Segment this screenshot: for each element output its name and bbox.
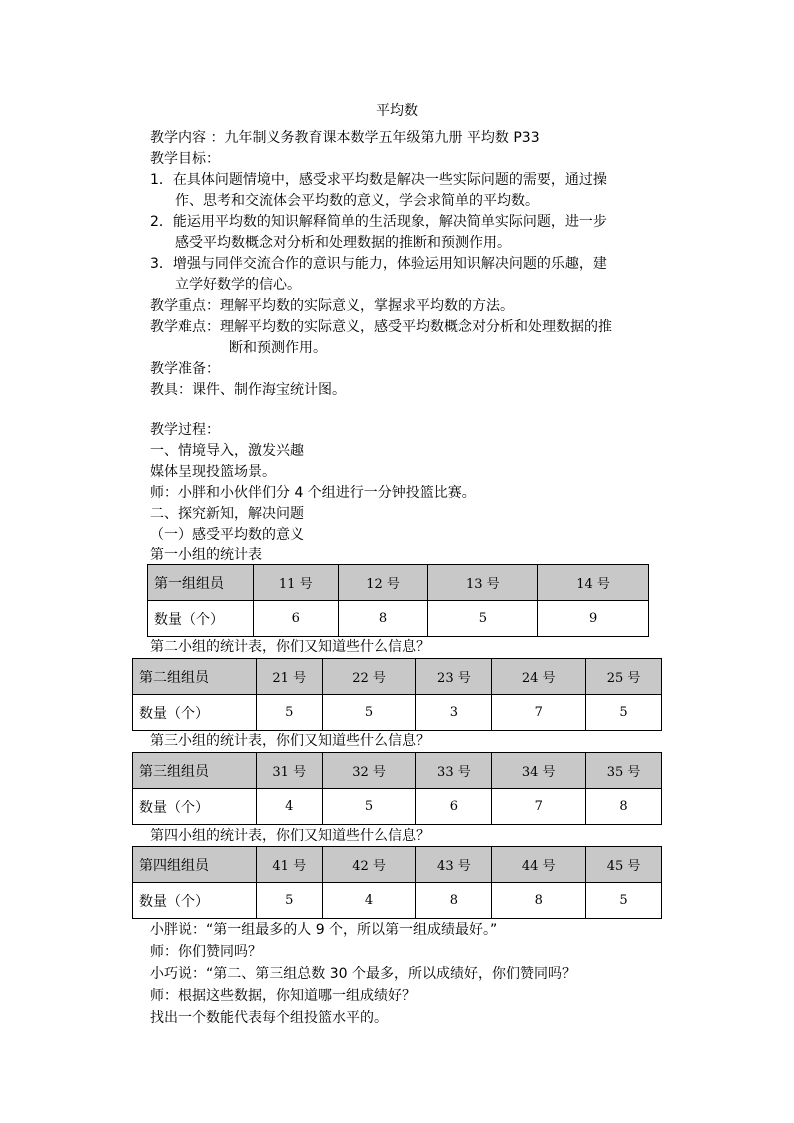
table-cell: 7: [492, 789, 586, 825]
table-header-row: [133, 847, 662, 883]
difficulty-line-1: 教学难点：理解平均数的实际意义，感受平均数概念对分析和处理数据的推: [150, 319, 612, 335]
goal-2-line-2: 感受平均数概念对分析和处理数据的推断和预测作用。: [175, 235, 511, 251]
teaching-content: 教学内容 ：九年制义务教育课本数学五年级第九册 平均数 P33: [150, 130, 540, 146]
teacher-question-1: 师：你们赞同吗？: [150, 944, 262, 960]
table-cell: 5: [256, 883, 322, 919]
goal-1-line-2: 作、思考和交流体会平均数的意义，学会求简单的平均数。: [175, 193, 539, 209]
table-header-cell: 22 号: [322, 659, 416, 695]
table-cell: 4: [256, 789, 322, 825]
table-cell: 8: [338, 601, 428, 637]
process-heading: 教学过程：: [150, 422, 220, 438]
find-representative-number: 找出一个数能代表每个组投篮水平的。: [150, 1010, 388, 1026]
table-header-row: [133, 659, 662, 695]
table-header-cell: 45 号: [586, 847, 662, 883]
group-2-table: [132, 658, 662, 731]
table-cell: 9: [538, 601, 649, 637]
xiaopang-quote: 小胖说：“第一组最多的人 9 个，所以第一组成绩最好。”: [150, 922, 498, 938]
table-cell: 8: [492, 883, 586, 919]
table-header-cell: 25 号: [586, 659, 662, 695]
table-cell: 数量（个）: [133, 695, 257, 731]
table-cell: 8: [416, 883, 492, 919]
table-header-cell: 35 号: [586, 753, 662, 789]
section-2-heading: 二、探究新知，解决问题: [150, 506, 304, 522]
table-header-cell: 第一组组员: [148, 565, 254, 601]
teaching-aids: 教具：课件、制作海宝统计图。: [150, 382, 346, 398]
table-header-cell: 第二组组员: [133, 659, 257, 695]
group-4-table: [132, 846, 662, 919]
table-row: [148, 601, 649, 637]
table-cell: 5: [586, 883, 662, 919]
preparation-heading: 教学准备：: [150, 361, 220, 377]
table-header-row: [148, 565, 649, 601]
table-3-caption: 第三小组的统计表，你们又知道些什么信息？: [150, 733, 430, 749]
table-header-cell: 33 号: [416, 753, 492, 789]
table-cell: 3: [416, 695, 492, 731]
key-point: 教学重点：理解平均数的实际意义，掌握求平均数的方法。: [150, 298, 514, 314]
table-cell: 4: [322, 883, 416, 919]
table-4-caption: 第四小组的统计表，你们又知道些什么信息？: [150, 828, 430, 844]
table-header-cell: 43 号: [416, 847, 492, 883]
table-cell: 数量（个）: [133, 883, 257, 919]
table-header-cell: 第三组组员: [133, 753, 257, 789]
table-cell: 6: [253, 601, 338, 637]
table-cell: 5: [322, 695, 416, 731]
table-cell: 5: [586, 695, 662, 731]
table-1-caption: 第一小组的统计表: [150, 547, 262, 563]
goal-3-line-1: 3．增强与同伴交流合作的意识与能力，体验运用知识解决问题的乐趣，建: [150, 256, 607, 272]
media-scene: 媒体呈现投篮场景。: [150, 464, 276, 480]
table-header-cell: 21 号: [256, 659, 322, 695]
table-cell: 6: [416, 789, 492, 825]
table-cell: 8: [586, 789, 662, 825]
table-row: [133, 695, 662, 731]
teacher-intro: 师：小胖和小伙伴们分 4 个组进行一分钟投篮比赛。: [150, 485, 476, 501]
subsection-1-heading: （一）感受平均数的意义: [150, 527, 304, 543]
teaching-goals-heading: 教学目标：: [150, 151, 220, 167]
document-title: 平均数: [376, 103, 418, 119]
table-header-cell: 32 号: [322, 753, 416, 789]
teacher-question-2: 师：根据这些数据，你知道哪一组成绩好？: [150, 988, 416, 1004]
goal-2-line-1: 2．能运用平均数的知识解释简单的生活现象，解决简单实际问题，进一步: [150, 214, 607, 230]
table-cell: 5: [256, 695, 322, 731]
table-row: [133, 789, 662, 825]
difficulty-line-2: 断和预测作用。: [229, 340, 327, 356]
table-2-caption: 第二小组的统计表，你们又知道些什么信息？: [150, 639, 430, 655]
table-header-cell: 34 号: [492, 753, 586, 789]
table-cell: 5: [322, 789, 416, 825]
section-1-heading: 一、情境导入，激发兴趣: [150, 443, 304, 459]
table-cell: 7: [492, 695, 586, 731]
table-header-cell: 13 号: [428, 565, 538, 601]
xiaoqiao-quote: 小巧说：“第二、第三组总数 30 个最多，所以成绩好，你们赞同吗？: [150, 966, 576, 982]
table-header-cell: 24 号: [492, 659, 586, 695]
table-header-cell: 42 号: [322, 847, 416, 883]
table-header-cell: 41 号: [256, 847, 322, 883]
table-header-cell: 12 号: [338, 565, 428, 601]
group-1-table: [147, 564, 649, 637]
table-header-cell: 44 号: [492, 847, 586, 883]
table-header-cell: 14 号: [538, 565, 649, 601]
table-header-cell: 11 号: [253, 565, 338, 601]
table-cell: 数量（个）: [148, 601, 254, 637]
table-cell: 5: [428, 601, 538, 637]
table-cell: 数量（个）: [133, 789, 257, 825]
goal-1-line-1: 1．在具体问题情境中，感受求平均数是解决一些实际问题的需要，通过操: [150, 172, 607, 188]
table-header-cell: 23 号: [416, 659, 492, 695]
table-header-cell: 第四组组员: [133, 847, 257, 883]
group-3-table: [132, 752, 662, 825]
table-header-cell: 31 号: [256, 753, 322, 789]
table-row: [133, 883, 662, 919]
table-header-row: [133, 753, 662, 789]
goal-3-line-2: 立学好数学的信心。: [175, 277, 301, 293]
